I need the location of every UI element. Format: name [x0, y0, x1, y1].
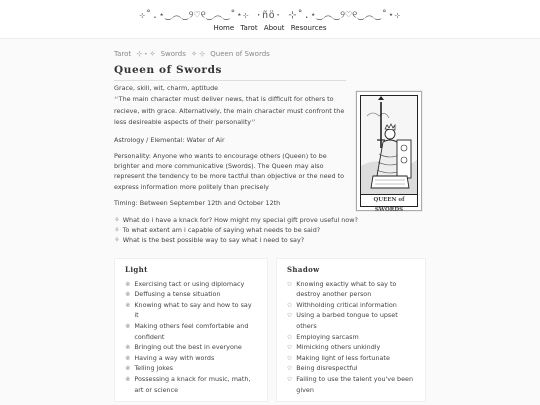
- star-icon: ✩: [286, 343, 293, 352]
- list-item: [287, 332, 415, 343]
- queen-illustration: [361, 96, 417, 196]
- questions-list: [114, 215, 430, 246]
- card-label: QUEEN of SWORDS: [361, 194, 417, 205]
- timing: Timing: Between September 12th and October 12th: [114, 198, 281, 207]
- nav-home[interactable]: Home: [213, 24, 235, 32]
- list-item: [125, 300, 257, 321]
- personality: Personality: Anyone who wants to encourage others (Queen) to be brighter and more communicative (Swords). The Queen may also represent the tendency to be more tactful than objective or the need to express information more politely than precisely: [114, 152, 344, 191]
- list-item: [125, 363, 257, 374]
- shadow-heading: Shadow: [286, 265, 320, 274]
- list-item: [287, 310, 415, 331]
- item-text: Making light of less fortunate: [296, 353, 390, 362]
- list-item: [125, 374, 257, 395]
- list-item: [125, 289, 257, 300]
- shadow-box: [276, 258, 426, 402]
- item-text: Bringing out the best in everyone: [134, 343, 242, 352]
- star-icon: ✩: [286, 311, 293, 320]
- nav-resources[interactable]: Resources: [290, 24, 327, 32]
- question-text: What is the best possible way to say what i need to say?: [122, 236, 305, 245]
- blossom-icon: ❀: [125, 300, 131, 309]
- quote-text: The main character must deliver news, that is difficult for others to recieve, with grace. Alternatively, the main character must confront the less desireable aspects of their personality: [114, 95, 345, 126]
- blossom-icon: ❀: [125, 321, 131, 330]
- question-text: What do i have a knack for? How might my special gift prove useful now?: [122, 216, 358, 224]
- item-text: Having a way with words: [134, 353, 215, 362]
- list-item: [125, 353, 257, 364]
- site-title[interactable]: ⊹˚.⋆‿︵‿୨♡୧‿︵‿˚⋆⊹ ·ñö· ⊹˚.⋆‿︵‿୨♡୧‿︵‿˚⋆⊹: [139, 10, 401, 21]
- breadcrumb: [114, 50, 430, 58]
- star-icon: ✩: [286, 364, 293, 373]
- list-item: [125, 342, 257, 353]
- star-icon: ✩: [286, 374, 293, 383]
- card-description: [114, 81, 430, 211]
- light-box: [114, 258, 268, 402]
- main-nav: [0, 24, 540, 32]
- breadcrumb-tarot[interactable]: Tarot: [114, 50, 132, 58]
- star-icon: ✩: [286, 332, 293, 341]
- astrology: Astrology / Elemental: Water of Air: [114, 135, 225, 144]
- item-text: Exercising tact or using diplomacy: [134, 279, 245, 288]
- item-text: Possessing a knack for music, math, art or science: [134, 374, 251, 394]
- keywords: Grace, skill, wit, charm, aptitude: [114, 84, 219, 92]
- item-text: Knowing exactly what to say to destroy another person: [296, 279, 397, 299]
- item-text: Mimicking others unkindly: [296, 343, 381, 352]
- list-item: [114, 215, 430, 225]
- item-text: Withholding critical information: [296, 300, 397, 309]
- item-text: Knowing what to say and how to say it: [134, 300, 252, 320]
- list-item: [114, 235, 430, 245]
- list-item: [287, 353, 415, 364]
- list-item: [125, 321, 257, 342]
- item-text: Employing sarcasm: [296, 332, 359, 341]
- list-item: [287, 363, 415, 374]
- list-item: [114, 225, 430, 235]
- light-shadow-section: [114, 258, 426, 402]
- list-item: [287, 300, 415, 311]
- blossom-icon: ❀: [125, 353, 131, 362]
- queen-of-swords-card-image: [356, 91, 422, 211]
- star-icon: ✩: [286, 353, 293, 362]
- site-header: [0, 0, 540, 39]
- item-text: Using a barbed tongue to upset others: [296, 311, 398, 330]
- item-text: Deffusing a tense situation: [134, 290, 221, 299]
- blossom-icon: ❀: [125, 279, 131, 288]
- item-text: Failing to use the talent you've been given: [296, 374, 414, 394]
- list-item: [125, 279, 257, 290]
- blossom-icon: ❀: [125, 343, 131, 352]
- flower-icon: ⚘: [114, 236, 120, 245]
- list-item: [287, 374, 415, 395]
- list-item: [287, 279, 415, 300]
- light-heading: Light: [125, 265, 148, 274]
- item-text: Telling jokes: [134, 364, 173, 373]
- breadcrumb-current: Queen of Swords: [210, 50, 270, 58]
- list-item: [287, 342, 415, 353]
- item-text: Making others feel comfortable and confident: [134, 321, 249, 341]
- card-quote: [114, 94, 350, 129]
- nav-tarot[interactable]: Tarot: [240, 24, 258, 32]
- quote-close: ”: [251, 118, 256, 129]
- page-title: Queen of Swords: [114, 64, 346, 81]
- question-text: To what extent am i capable of saying what needs to be said?: [122, 226, 321, 235]
- blossom-icon: ❀: [125, 364, 131, 373]
- breadcrumb-separator: ⊹ ˖ ✧: [136, 50, 156, 58]
- quote-open: “: [114, 96, 119, 107]
- flower-icon: ⚘: [114, 216, 120, 224]
- breadcrumb-swords[interactable]: Swords: [160, 50, 186, 58]
- main-content: [114, 50, 430, 246]
- star-icon: ✩: [286, 300, 293, 309]
- star-icon: ✩: [286, 279, 293, 288]
- flower-icon: ⚘: [114, 226, 120, 235]
- item-text: Being disrespectful: [296, 364, 358, 373]
- nav-about[interactable]: About: [263, 24, 285, 32]
- breadcrumb-separator: ✧ ⊹: [191, 50, 206, 58]
- blossom-icon: ❀: [125, 290, 131, 299]
- blossom-icon: ❀: [125, 374, 131, 383]
